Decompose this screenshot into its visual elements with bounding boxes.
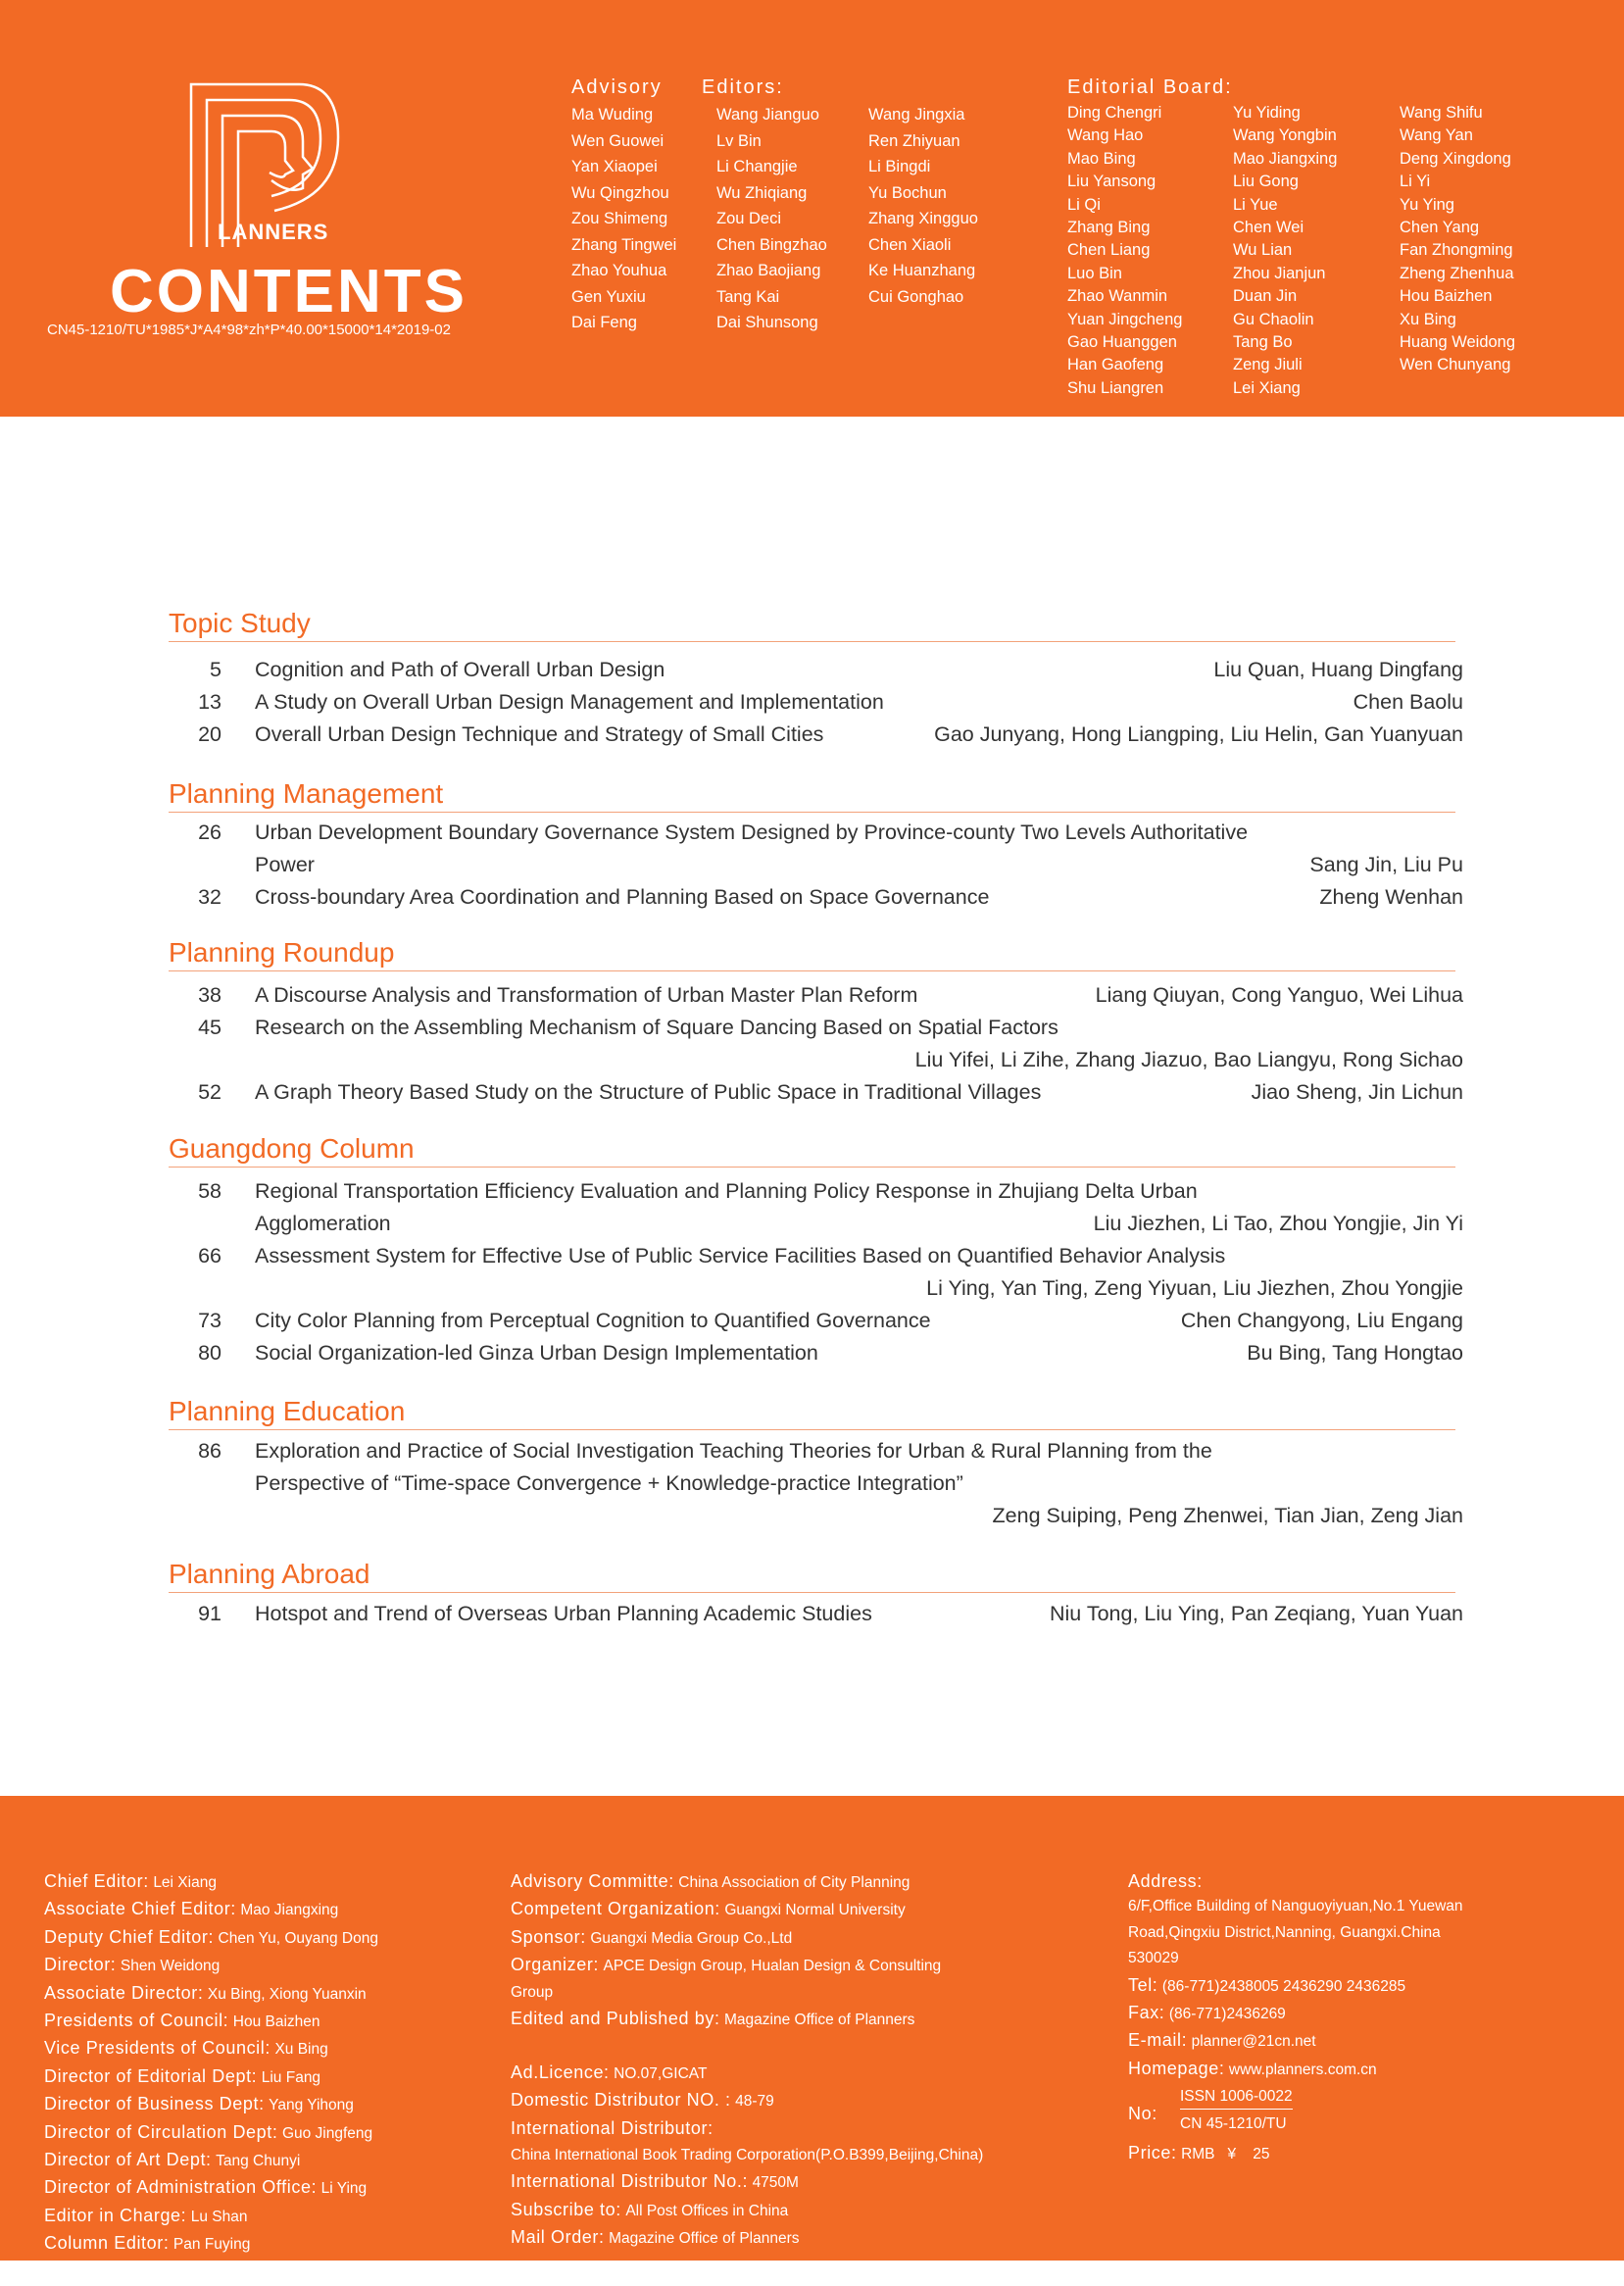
imprint-key: Deputy Chief Editor: xyxy=(44,1926,215,1947)
masthead-name: Wang Yongbin xyxy=(1233,126,1337,145)
section-heading-topic-study: Topic Study xyxy=(169,608,311,638)
price-value: RMB ¥ 25 xyxy=(1181,2146,1270,2163)
imprint-line xyxy=(44,2008,378,2035)
email-label: E-mail: xyxy=(1128,2030,1188,2051)
cn-value: CN 45-1210/TU xyxy=(1180,2115,1287,2133)
toc-entry-title[interactable]: Cognition and Path of Overall Urban Design xyxy=(255,658,665,681)
masthead-name: Luo Bin xyxy=(1067,264,1122,282)
imprint-line xyxy=(44,1924,378,1952)
imprint-value: Xu Bing xyxy=(274,2041,328,2059)
toc-entry-title[interactable]: Hotspot and Trend of Overseas Urban Planning Academic Studies xyxy=(255,1602,872,1625)
imprint-line xyxy=(44,2035,378,2062)
imprint-value: Hou Baizhen xyxy=(232,2013,320,2031)
toc-entry-title[interactable]: A Study on Overall Urban Design Management and Implementation xyxy=(255,690,884,714)
imprint-line xyxy=(511,2087,983,2114)
masthead-name: Shu Liangren xyxy=(1067,378,1164,397)
masthead-name: Huang Weidong xyxy=(1400,333,1516,352)
address-line: 530029 xyxy=(1128,1950,1179,1967)
masthead-band xyxy=(0,0,1624,417)
imprint-value: 48-79 xyxy=(735,2093,774,2111)
masthead-name: Ke Huanzhang xyxy=(868,262,976,279)
imprint-value: APCE Design Group, Hualan Design & Consulting xyxy=(603,1958,942,1975)
toc-entry-title-continued[interactable]: Power xyxy=(255,853,315,876)
masthead-name: Wang Jianguo xyxy=(716,106,819,124)
toc-page-number: 20 xyxy=(198,722,221,746)
masthead-name: Hou Baizhen xyxy=(1400,287,1493,306)
masthead-name: Yu Bochun xyxy=(868,183,947,202)
address-line: Road,Qingxiu District,Nanning, Guangxi.China xyxy=(1128,1923,1441,1941)
toc-page-number: 73 xyxy=(198,1309,221,1332)
toc-page-number: 26 xyxy=(198,820,221,844)
masthead-name: Li Qi xyxy=(1067,195,1101,214)
toc-entry-title[interactable]: Social Organization-led Ginza Urban Design Implementation xyxy=(255,1341,818,1365)
imprint-key: Director of Business Dept: xyxy=(44,2094,265,2114)
toc-page-number: 38 xyxy=(198,983,221,1007)
imprint-value: Lu Shan xyxy=(190,2208,248,2225)
masthead-name: Ma Wuding xyxy=(571,106,654,124)
imprint-key: Editor in Charge: xyxy=(44,2205,187,2225)
fax-label: Fax: xyxy=(1128,2003,1165,2023)
toc-page-number: 45 xyxy=(198,1016,221,1039)
imprint-value: Yang Yihong xyxy=(269,2097,354,2114)
imprint-line xyxy=(511,1924,983,1952)
imprint-key: International Distributor: xyxy=(511,2117,714,2138)
imprint-line xyxy=(44,2063,378,2091)
section-heading-planning-roundup: Planning Roundup xyxy=(169,937,395,968)
masthead-name: Wang Shifu xyxy=(1400,104,1483,122)
toc-page-number: 52 xyxy=(198,1080,221,1104)
masthead-name: Li Bingdi xyxy=(868,158,931,175)
imprint-key: Domestic Distributor NO. : xyxy=(511,2090,731,2111)
tel-label: Tel: xyxy=(1128,1974,1158,1995)
imprint-key: Director of Editorial Dept: xyxy=(44,2065,258,2086)
toc-entry-title[interactable]: City Color Planning from Perceptual Cognition to Quantified Governance xyxy=(255,1309,931,1332)
masthead-name: Zhang Xingguo xyxy=(868,210,978,227)
imprint-key: Mail Order: xyxy=(511,2227,605,2248)
imprint-key: Associate Chief Editor: xyxy=(44,1899,236,1919)
masthead-name: Tang Kai xyxy=(716,287,780,306)
imprint-line xyxy=(511,2224,983,2252)
toc-entry-authors: Niu Tong, Liu Ying, Pan Zeqiang, Yuan Yuan xyxy=(1050,1602,1463,1625)
imprint-line xyxy=(44,1980,378,2008)
advisory-column-2 xyxy=(716,102,827,336)
masthead-name: Zhao Wanmin xyxy=(1067,287,1168,306)
masthead-name: Liu Gong xyxy=(1233,173,1299,191)
section-divider xyxy=(169,970,1455,971)
imprint-line xyxy=(511,2115,983,2143)
masthead-name: Wu Zhiqiang xyxy=(716,183,808,202)
imprint-key: Vice Presidents of Council: xyxy=(44,2038,271,2059)
issn-value: ISSN 1006-0022 xyxy=(1180,2085,1293,2110)
tel-value: (86-771)2438005 2436290 2436285 xyxy=(1161,1977,1406,1995)
imprint-line xyxy=(511,1952,983,1979)
masthead-name: Zhou Jianjun xyxy=(1233,264,1326,282)
board-column-2 xyxy=(1233,102,1337,400)
number-label: No: xyxy=(1128,2104,1157,2124)
imprint-value: 4750M xyxy=(752,2174,799,2192)
imprint-value: China Association of City Planning xyxy=(678,1874,910,1891)
masthead-name: Wang Hao xyxy=(1067,126,1144,145)
homepage-label: Homepage: xyxy=(1128,2058,1225,2078)
masthead-name: Yu Ying xyxy=(1400,195,1454,214)
homepage-value[interactable]: www.planners.com.cn xyxy=(1228,2061,1377,2078)
imprint-value: Lei Xiang xyxy=(153,1874,217,1891)
masthead-name: Dai Feng xyxy=(571,314,637,331)
publisher-info xyxy=(511,1868,983,2253)
imprint-key: Competent Organization: xyxy=(511,1899,720,1919)
masthead-name: Han Gaofeng xyxy=(1067,356,1164,374)
masthead-name: Ren Zhiyuan xyxy=(868,131,960,150)
imprint-key: Art Editor: xyxy=(44,2261,129,2281)
section-heading-planning-abroad: Planning Abroad xyxy=(169,1559,370,1589)
toc-entry-authors: Zeng Suiping, Peng Zhenwei, Tian Jian, Zeng Jian xyxy=(992,1504,1463,1527)
imprint-line xyxy=(511,2168,983,2196)
toc-entry-authors: Jiao Sheng, Jin Lichun xyxy=(1251,1080,1463,1104)
imprint-value: Magazine Office of Planners xyxy=(724,2012,915,2029)
masthead-name: Yuan Jingcheng xyxy=(1067,310,1183,328)
masthead-name: Gen Yuxiu xyxy=(571,287,646,306)
masthead-name: Wu Qingzhou xyxy=(571,183,669,202)
toc-page-number: 91 xyxy=(198,1602,221,1625)
imprint-key: International Distributor No.: xyxy=(511,2171,749,2192)
masthead-name: Xu Bing xyxy=(1400,310,1456,328)
imprint-line xyxy=(511,2197,983,2224)
masthead-name: Liu Yansong xyxy=(1067,173,1156,191)
masthead-name: Cui Gonghao xyxy=(868,287,964,306)
toc-page-number: 86 xyxy=(198,1439,221,1463)
imprint-value: Group xyxy=(511,1983,554,2001)
toc-page-number: 13 xyxy=(198,690,221,714)
masthead-name: Yan Xiaopei xyxy=(571,158,658,175)
toc-entry-authors: Bu Bing, Tang Hongtao xyxy=(1247,1341,1463,1365)
masthead-name: Wang Jingxia xyxy=(868,106,965,124)
masthead-name: Chen Yang xyxy=(1400,219,1480,237)
imprint-value: Li Ying xyxy=(320,2180,368,2198)
imprint-line xyxy=(511,2143,983,2168)
imprint-line xyxy=(44,2174,378,2202)
toc-entry-authors: Chen Baolu xyxy=(1353,690,1463,714)
imprint-key: Director of Administration Office: xyxy=(44,2177,318,2198)
toc-entry-authors: Li Ying, Yan Ting, Zeng Yiyuan, Liu Jiezhen, Zhou Yongjie xyxy=(926,1276,1463,1300)
section-divider xyxy=(169,812,1455,813)
masthead-name: Chen Bingzhao xyxy=(716,235,827,254)
staff-credits xyxy=(44,1868,378,2286)
price-label: Price: xyxy=(1128,2143,1177,2163)
masthead-name: Li Yue xyxy=(1233,195,1278,214)
masthead-name: Ding Chengri xyxy=(1067,104,1162,122)
masthead-name: Tang Bo xyxy=(1233,333,1293,352)
masthead-name: Zou Shimeng xyxy=(571,210,668,227)
masthead-name: Zeng Jiuli xyxy=(1233,356,1303,374)
imprint-line xyxy=(44,2147,378,2174)
imprint-key: Director: xyxy=(44,1955,117,1975)
imprint-key: Organizer: xyxy=(511,1955,600,1975)
toc-entry-title[interactable]: Regional Transportation Efficiency Evaluation and Planning Policy Response in Zhujiang Delta Urban xyxy=(255,1179,1198,1203)
board-column-1 xyxy=(1067,102,1182,400)
masthead-name: Zhao Youhua xyxy=(571,262,667,279)
imprint-value: Xu Bing, Xiong Yuanxin xyxy=(207,1985,367,2003)
imprint-key: Column Editor: xyxy=(44,2233,170,2254)
imprint-value: Chen Xiaojie xyxy=(133,2263,220,2281)
imprint-line xyxy=(44,2119,378,2147)
imprint-key: Director of Art Dept: xyxy=(44,2150,212,2170)
imprint-line xyxy=(44,1868,378,1896)
masthead-name: Fan Zhongming xyxy=(1400,241,1513,260)
fax-value: (86-771)2436269 xyxy=(1168,2006,1286,2023)
masthead-name: Mao Bing xyxy=(1067,149,1136,168)
editors-label: Editors: xyxy=(702,76,784,98)
imprint-line xyxy=(511,2006,983,2033)
toc-page-number: 80 xyxy=(198,1341,221,1365)
imprint-value: Guangxi Media Group Co.,Ltd xyxy=(590,1929,793,1947)
imprint-line xyxy=(44,2259,378,2286)
advisory-column-3 xyxy=(868,102,978,310)
toc-entry-title[interactable]: Exploration and Practice of Social Investigation Teaching Theories for Urban & Rural Planning from the xyxy=(255,1439,1212,1463)
section-divider xyxy=(169,1429,1455,1430)
toc-entry-title[interactable]: Overall Urban Design Technique and Strategy of Small Cities xyxy=(255,722,824,746)
imprint-band xyxy=(0,1796,1624,2281)
toc-page-number: 5 xyxy=(210,658,221,681)
toc-page-number: 66 xyxy=(198,1244,221,1267)
section-heading-guangdong-column: Guangdong Column xyxy=(169,1133,415,1164)
masthead-name: Wu Lian xyxy=(1233,241,1293,260)
masthead-name: Yu Yiding xyxy=(1233,104,1301,122)
imprint-value: Shen Weidong xyxy=(120,1958,221,1975)
publication-code: CN45-1210/TU*1985*J*A4*98*zh*P*40.00*15000*14*2019-02 xyxy=(47,322,451,338)
toc-entry-authors: Chen Changyong, Liu Engang xyxy=(1180,1309,1463,1332)
masthead-name: Lv Bin xyxy=(716,131,762,150)
section-heading-planning-management: Planning Management xyxy=(169,778,444,809)
imprint-key: Sponsor: xyxy=(511,1926,586,1947)
masthead-name: Duan Jin xyxy=(1233,287,1298,306)
address-label: Address: xyxy=(1128,1871,1203,1891)
imprint-line xyxy=(511,2033,983,2059)
toc-entry-authors: Liu Quan, Huang Dingfang xyxy=(1213,658,1463,681)
section-heading-planning-education: Planning Education xyxy=(169,1396,406,1426)
imprint-value: Guo Jingfeng xyxy=(281,2124,373,2142)
editorial-board-label: Editorial Board: xyxy=(1067,76,1233,98)
masthead-name: Zhang Bing xyxy=(1067,219,1151,237)
logo-wordmark: LANNERS xyxy=(218,220,329,244)
imprint-line xyxy=(44,1896,378,1923)
masthead-name: Li Changjie xyxy=(716,158,798,175)
masthead-name: Wang Yan xyxy=(1400,126,1473,145)
address-line: 6/F,Office Building of Nanguoyiyuan,No.1 Yuewan xyxy=(1128,1898,1463,1915)
imprint-key: Advisory Committe: xyxy=(511,1871,674,1891)
masthead-name: Li Yi xyxy=(1400,173,1431,191)
imprint-value: Chen Yu, Ouyang Dong xyxy=(218,1929,378,1947)
imprint-value: NO.07,GICAT xyxy=(614,2064,708,2082)
board-column-3 xyxy=(1400,102,1515,377)
toc-entry-title[interactable]: A Graph Theory Based Study on the Structure of Public Space in Traditional Villages xyxy=(255,1080,1042,1104)
advisory-column-1 xyxy=(571,102,676,336)
masthead-name: Deng Xingdong xyxy=(1400,149,1511,168)
imprint-value: Pan Fuying xyxy=(172,2236,251,2254)
masthead-name: Chen Liang xyxy=(1067,241,1151,260)
toc-entry-authors: Liang Qiuyan, Cong Yanguo, Wei Lihua xyxy=(1095,983,1463,1007)
imprint-value: Magazine Office of Planners xyxy=(609,2230,800,2248)
imprint-line xyxy=(511,2060,983,2087)
advisory-label: Advisory xyxy=(571,76,663,98)
contact-info xyxy=(1128,1868,1463,2168)
toc-entry-title[interactable]: Cross-boundary Area Coordination and Planning Based on Space Governance xyxy=(255,885,990,909)
toc-entry-authors: Gao Junyang, Hong Liangping, Liu Helin, Gan Yuanyuan xyxy=(934,722,1463,746)
imprint-line xyxy=(44,2091,378,2118)
masthead-name: Zou Deci xyxy=(716,210,782,227)
imprint-key: Presidents of Council: xyxy=(44,2011,229,2031)
imprint-key: Director of Circulation Dept: xyxy=(44,2121,278,2142)
toc-entry-authors: Sang Jin, Liu Pu xyxy=(1309,853,1463,876)
masthead-name: Dai Shunsong xyxy=(716,314,818,331)
imprint-value: Mao Jiangxing xyxy=(240,1902,339,1919)
masthead-name: Zhang Tingwei xyxy=(571,235,677,254)
masthead-name: Zheng Zhenhua xyxy=(1400,264,1514,282)
masthead-name: Chen Wei xyxy=(1233,219,1304,237)
page-title: CONTENTS xyxy=(110,258,468,325)
toc-entry-title[interactable]: Assessment System for Effective Use of Public Service Facilities Based on Quantified Behavior Analysis xyxy=(255,1244,1226,1267)
imprint-line xyxy=(511,1980,983,2006)
masthead-name: Zhao Baojiang xyxy=(716,262,821,279)
toc-entry-title[interactable]: Research on the Assembling Mechanism of Square Dancing Based on Spatial Factors xyxy=(255,1016,1058,1039)
imprint-key: Subscribe to: xyxy=(511,2199,621,2219)
toc-entry-title[interactable]: Urban Development Boundary Governance System Designed by Province-county Two Levels Authoritative xyxy=(255,820,1249,844)
toc-entry-title[interactable]: A Discourse Analysis and Transformation of Urban Master Plan Reform xyxy=(255,983,918,1007)
imprint-key: Ad.Licence: xyxy=(511,2062,610,2082)
section-divider xyxy=(169,641,1455,642)
masthead-name: Lei Xiang xyxy=(1233,378,1301,397)
imprint-line xyxy=(44,1952,378,1979)
toc-entry-title-continued[interactable]: Agglomeration xyxy=(255,1212,391,1235)
toc-entry-authors: Liu Jiezhen, Li Tao, Zhou Yongjie, Jin Yi xyxy=(1093,1212,1463,1235)
masthead-name: Chen Xiaoli xyxy=(868,235,952,254)
imprint-value: China International Book Trading Corporation(P.O.B399,Beijing,China) xyxy=(511,2147,984,2164)
imprint-line xyxy=(511,1896,983,1923)
imprint-line xyxy=(44,2203,378,2230)
masthead-name: Gu Chaolin xyxy=(1233,310,1314,328)
toc-page-number: 32 xyxy=(198,885,221,909)
email-value[interactable]: planner@21cn.net xyxy=(1191,2033,1316,2051)
toc-entry-authors: Liu Yifei, Li Zihe, Zhang Jiazuo, Bao Liangyu, Rong Sichao xyxy=(914,1048,1463,1071)
imprint-line xyxy=(44,2230,378,2258)
imprint-key: Edited and Published by: xyxy=(511,2009,720,2029)
masthead-name: Wen Chunyang xyxy=(1400,356,1511,374)
imprint-value: Liu Fang xyxy=(261,2068,321,2086)
imprint-line xyxy=(511,1868,983,1896)
masthead-name: Mao Jiangxing xyxy=(1233,149,1338,168)
masthead-name: Wen Guowei xyxy=(571,131,664,150)
masthead-name: Gao Huanggen xyxy=(1067,333,1177,352)
imprint-value: All Post Offices in China xyxy=(625,2202,789,2219)
imprint-key: Chief Editor: xyxy=(44,1871,149,1891)
toc-entry-authors: Zheng Wenhan xyxy=(1319,885,1463,909)
imprint-value: Tang Chunyi xyxy=(216,2153,301,2170)
imprint-value: Guangxi Normal University xyxy=(724,1902,906,1919)
section-divider xyxy=(169,1592,1455,1593)
section-divider xyxy=(169,1167,1455,1168)
toc-entry-title-continued[interactable]: Perspective of “Time-space Convergence + Knowledge-practice Integration” xyxy=(255,1471,963,1495)
imprint-key: Associate Director: xyxy=(44,1982,204,2003)
toc-page-number: 58 xyxy=(198,1179,221,1203)
